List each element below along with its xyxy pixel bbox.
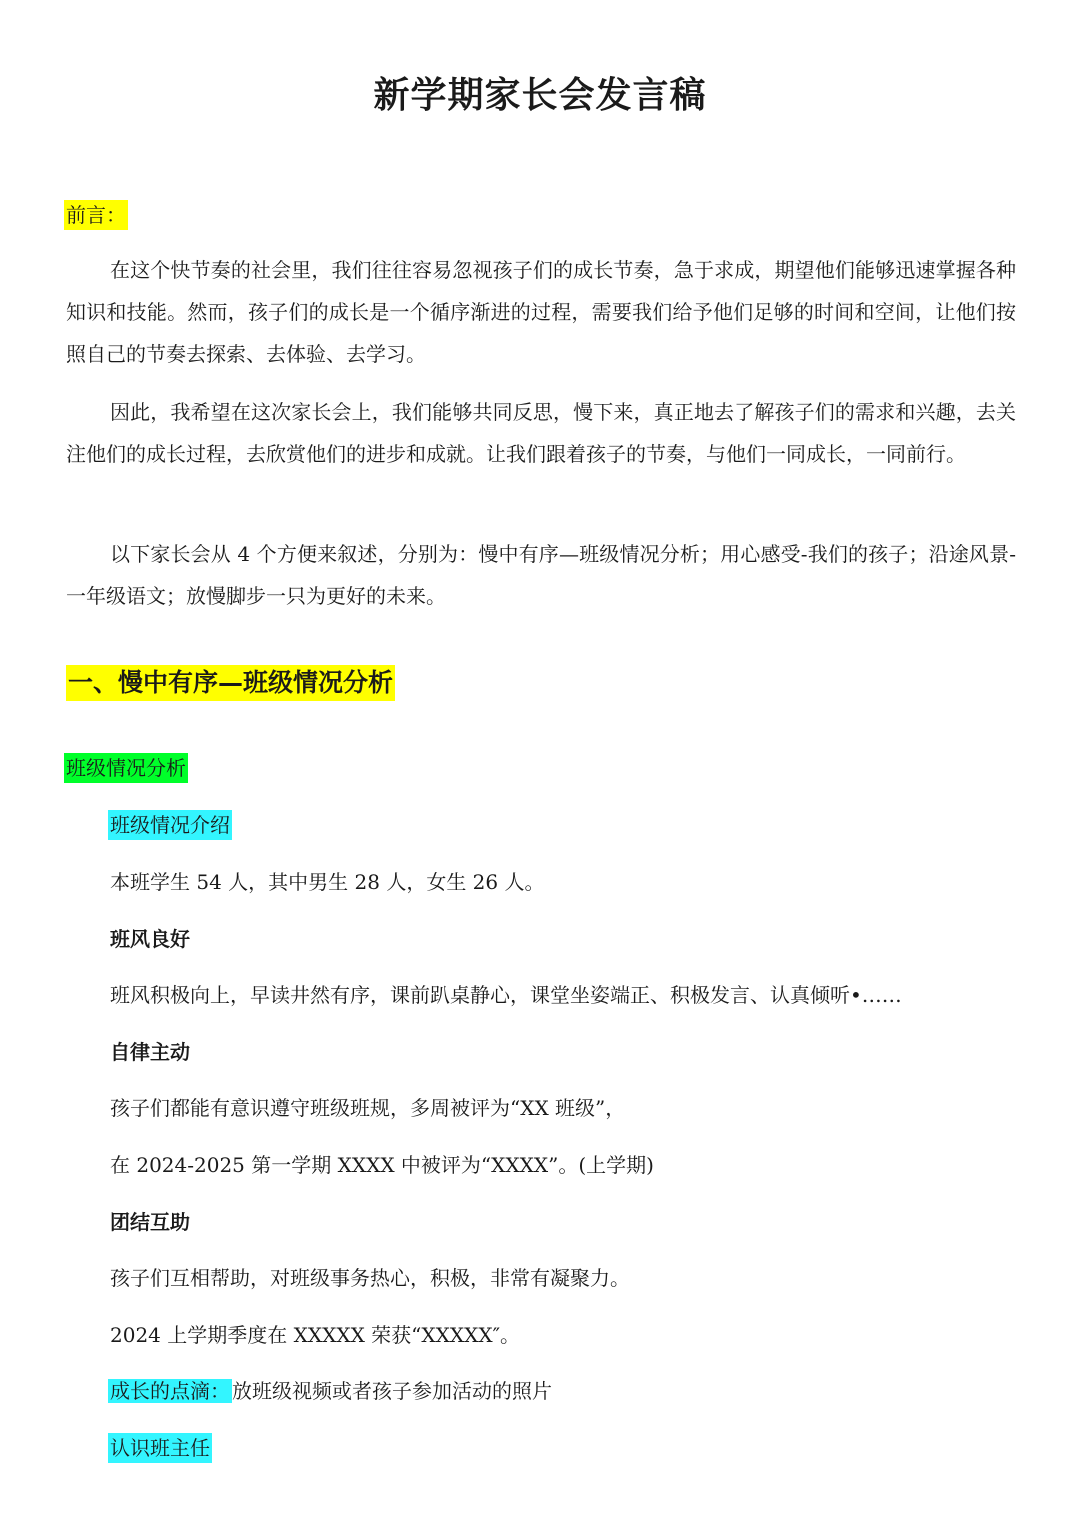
unity-text-1: 孩子们互相帮助，对班级事务热心，积极，非常有凝聚力。 [110,1266,630,1290]
unity-text-2: 2024 上学期季度在 XXXXX 荣获“XXXXX″。 [110,1323,521,1347]
self-discipline-text-1: 孩子们都能有意识遵守班级班规，多周被评为“XX 班级”， [110,1096,626,1120]
growth-text: 放班级视频或者孩子参加活动的照片 [232,1379,552,1403]
self-discipline-text-2: 在 2024-2025 第一学期 XXXX 中被评为“XXXX”。(上学期) [110,1153,654,1177]
self-discipline-heading: 自律主动 [110,1040,190,1064]
preface-paragraph-1: 在这个快节奏的社会里，我们往往容易忽视孩子们的成长节奏，急于求成，期望他们能够迅速掌握各种知识和技能。然而，孩子们的成长是一个循序渐进的过程，需要我们给予他们足够的时间和空间，让他们按照自己的节奏去探索、去体验、去学习。 [66,258,1016,366]
good-style-text: 班风积极向上，早读井然有序，课前趴桌静心，课堂坐姿端正、积极发言、认真倾听•…… [110,983,902,1007]
class-intro-label: 班级情况介绍 [108,810,232,840]
student-count-text: 本班学生 54 人，其中男生 28 人，女生 26 人。 [110,870,545,894]
preface-paragraph-3: 以下家长会从 4 个方便来叙述，分别为：慢中有序—班级情况分析；用心感受-我们的孩子；沿途风景-一年级语文；放慢脚步一只为更好的未来。 [66,542,1016,608]
good-style-heading: 班风良好 [110,927,190,951]
class-analysis-label: 班级情况分析 [64,753,188,783]
preface-label: 前言： [64,200,128,230]
growth-label: 成长的点滴： [110,1379,230,1403]
growth-line [110,1376,552,1406]
preface-paragraph-2: 因此，我希望在这次家长会上，我们能够共同反思，慢下来，真正地去了解孩子们的需求和兴趣，去关注他们的成长过程，去欣赏他们的进步和成就。让我们跟着孩子的节奏，与他们一同成长，一同前行。 [66,400,1016,466]
page-title: 新学期家长会发言稿 [373,74,707,116]
unity-heading: 团结互助 [110,1210,190,1234]
meet-teacher-label: 认识班主任 [108,1433,212,1463]
section-1-title: 一、慢中有序—班级情况分析 [66,665,395,701]
